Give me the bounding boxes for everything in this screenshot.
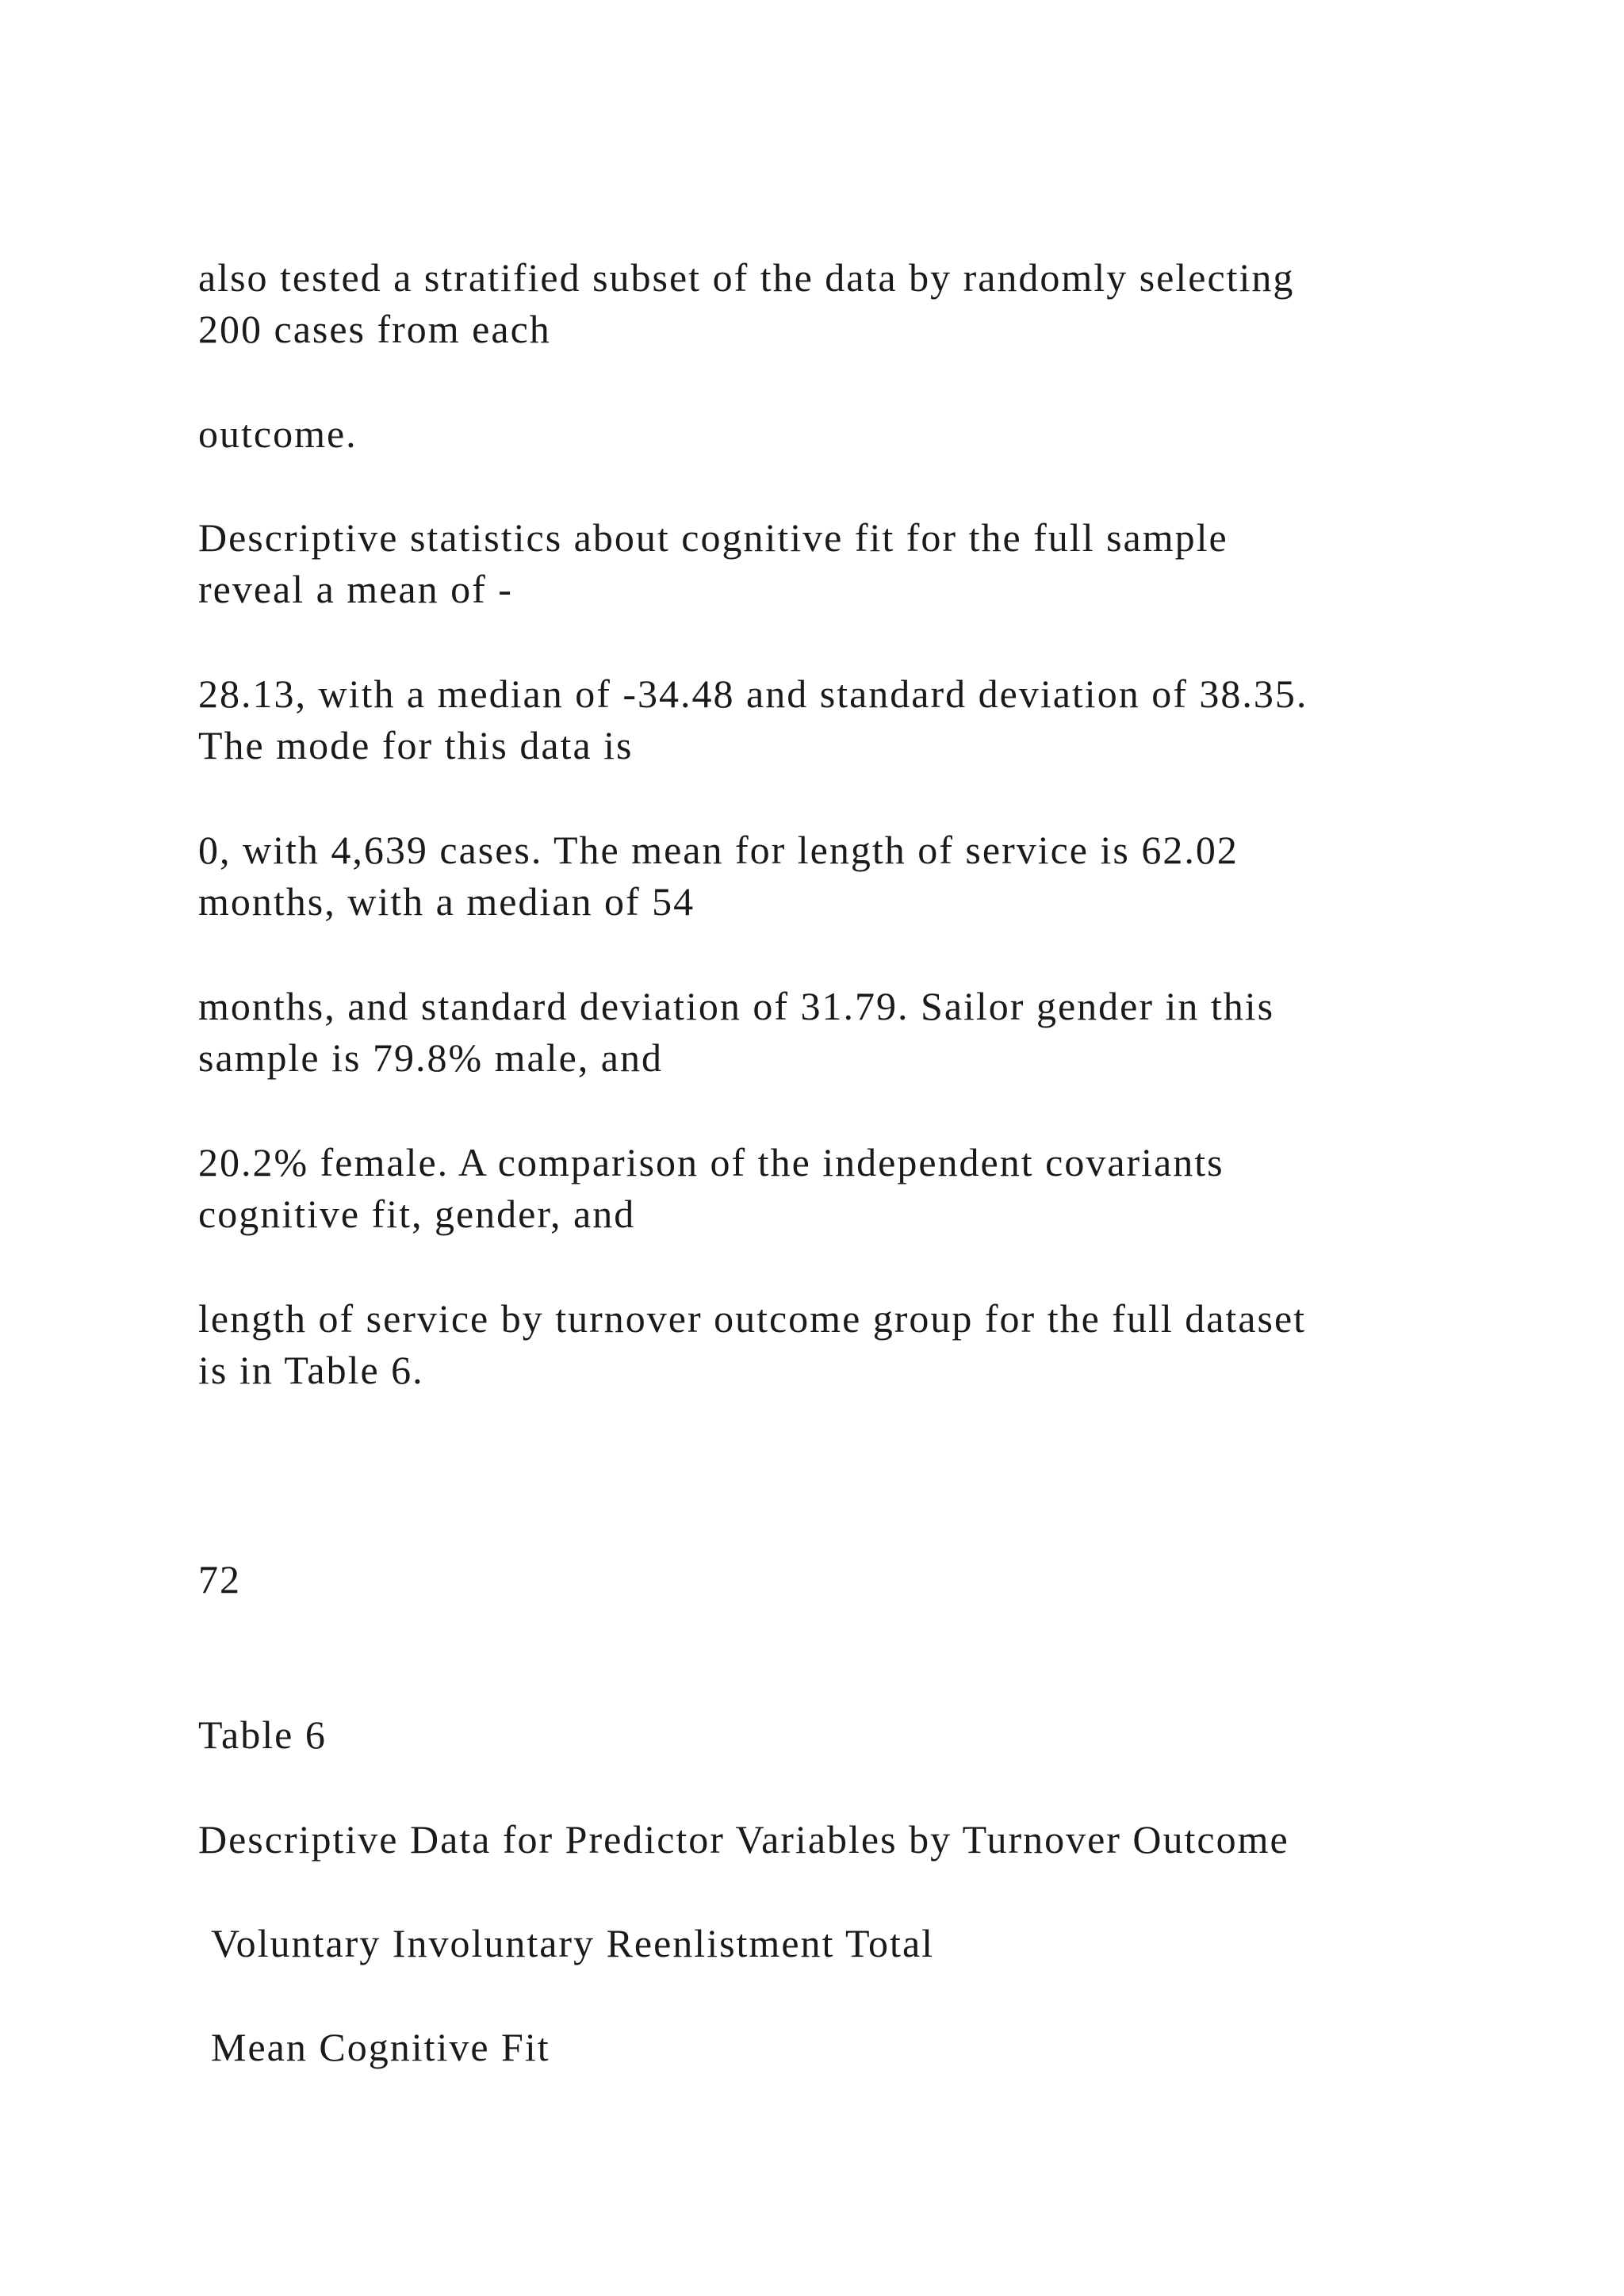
- body-text-line: The mode for this data is: [198, 723, 634, 767]
- page-number: 72: [198, 1557, 241, 1601]
- body-text-line: cognitive fit, gender, and: [198, 1192, 636, 1236]
- table-row-label: Mean Cognitive Fit: [211, 2025, 550, 2069]
- table-header-row: Voluntary Involuntary Reenlistment Total: [211, 1921, 935, 1965]
- body-text-line: sample is 79.8% male, and: [198, 1035, 663, 1080]
- body-text-line: length of service by turnover outcome group for the full dataset: [198, 1296, 1307, 1341]
- body-text-line: 28.13, with a median of -34.48 and standard deviation of 38.35.: [198, 672, 1308, 716]
- body-text-line: months, and standard deviation of 31.79. Sailor gender in this: [198, 984, 1275, 1028]
- body-text-line: Descriptive statistics about cognitive fit for the full sample: [198, 515, 1228, 560]
- body-text-line: reveal a mean of -: [198, 567, 513, 611]
- body-text-line: 200 cases from each: [198, 307, 551, 351]
- body-text-line: months, with a median of 54: [198, 879, 695, 924]
- body-text-line: 0, with 4,639 cases. The mean for length of service is 62.02: [198, 828, 1239, 872]
- table-title: Descriptive Data for Predictor Variables by Turnover Outcome: [198, 1817, 1289, 1862]
- body-text-line: outcome.: [198, 411, 358, 456]
- body-text-line: 20.2% female. A comparison of the independent covariants: [198, 1140, 1224, 1184]
- body-text-line: is in Table 6.: [198, 1348, 424, 1392]
- body-text-line: also tested a stratified subset of the data by randomly selecting: [198, 255, 1295, 300]
- table-label: Table 6: [198, 1712, 327, 1757]
